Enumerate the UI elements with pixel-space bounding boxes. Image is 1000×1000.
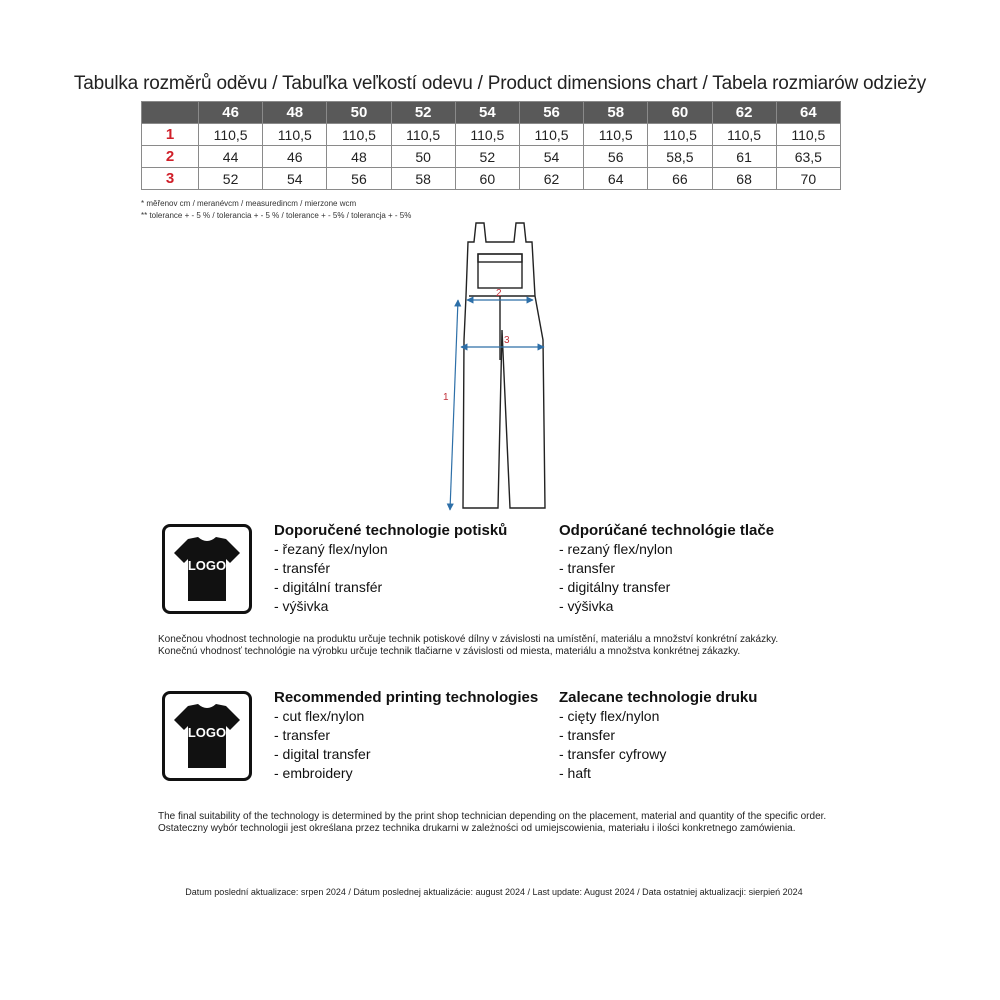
list-item: - transfer bbox=[559, 727, 616, 743]
table-row bbox=[142, 168, 841, 190]
size-header-cell: 64 bbox=[776, 102, 840, 124]
note-cz-sk bbox=[158, 634, 858, 658]
tech-sk-heading: Odporúčané technológie tlače bbox=[559, 522, 775, 539]
table-cell: 58,5 bbox=[648, 146, 712, 168]
measured-note: * měřenov cm / meranévcm / measuredincm / mierzone wcm bbox=[141, 199, 357, 208]
list-item: - transfer cyfrowy bbox=[559, 746, 667, 762]
table-cell: 60 bbox=[455, 168, 519, 190]
note-en: The final suitability of the technology is determined by the print shop technician depending on the placement, material and quantity of the specific order. bbox=[158, 811, 827, 822]
logo-text: LOGO bbox=[187, 725, 227, 740]
tech-cz-column bbox=[274, 521, 507, 616]
tech-pl-column bbox=[559, 688, 757, 783]
table-cell: 110,5 bbox=[391, 124, 455, 146]
table-cell: 70 bbox=[776, 168, 840, 190]
size-header-cell: 62 bbox=[712, 102, 776, 124]
list-item: - transfér bbox=[274, 560, 331, 576]
note-pl: Ostateczny wybór technologii jest określana przez technika drukarni w zależności od umiejscowienia, materiału i ilości konkretnego zamówienia. bbox=[158, 823, 796, 834]
tech-sk-column bbox=[559, 521, 774, 616]
size-header-cell: 46 bbox=[199, 102, 263, 124]
table-cell: 56 bbox=[327, 168, 391, 190]
size-header-cell: 56 bbox=[519, 102, 583, 124]
table-row bbox=[142, 146, 841, 168]
overall-diagram bbox=[440, 220, 560, 515]
list-item: - haft bbox=[559, 765, 591, 781]
dimension-label-2: 2 bbox=[496, 288, 502, 299]
table-cell: 66 bbox=[648, 168, 712, 190]
size-table bbox=[141, 101, 841, 190]
list-item: - digital transfer bbox=[274, 746, 371, 762]
size-header-row bbox=[142, 102, 841, 124]
list-item: - digitálny transfer bbox=[559, 579, 671, 595]
table-cell: 110,5 bbox=[648, 124, 712, 146]
row-label: 1 bbox=[142, 124, 199, 146]
list-item: - výšivka bbox=[559, 598, 614, 614]
note-en-pl bbox=[158, 811, 858, 835]
list-item: - cięty flex/nylon bbox=[559, 708, 660, 724]
list-item: - cut flex/nylon bbox=[274, 708, 365, 724]
size-header-cell: 58 bbox=[584, 102, 648, 124]
logo-tshirt-icon bbox=[162, 691, 252, 781]
list-item: - embroidery bbox=[274, 765, 353, 781]
table-cell: 50 bbox=[391, 146, 455, 168]
size-header-cell: 48 bbox=[263, 102, 327, 124]
list-item: - transfer bbox=[559, 560, 616, 576]
tech-en-heading: Recommended printing technologies bbox=[274, 689, 539, 706]
table-cell: 63,5 bbox=[776, 146, 840, 168]
dimension-label-3: 3 bbox=[504, 335, 510, 346]
last-update-footer: Datum poslední aktualizace: srpen 2024 / Dátum poslednej aktualizácie: august 2024 / Last update: August 2024 / Data ostatniej aktualizacji: sierpień 2024 bbox=[185, 887, 803, 897]
tolerance-note: ** tolerance + - 5 % / tolerancia + - 5 % / tolerance + - 5% / tolerancja + - 5% bbox=[141, 211, 412, 220]
tech-pl-heading: Zalecane technologie druku bbox=[559, 689, 758, 706]
list-item: - digitální transfér bbox=[274, 579, 383, 595]
overall-outline bbox=[463, 223, 545, 508]
measurement-notes bbox=[141, 198, 411, 222]
row-label: 2 bbox=[142, 146, 199, 168]
size-header-cell: 52 bbox=[391, 102, 455, 124]
table-row bbox=[142, 124, 841, 146]
table-cell: 61 bbox=[712, 146, 776, 168]
table-cell: 48 bbox=[327, 146, 391, 168]
size-header-cell: 54 bbox=[455, 102, 519, 124]
size-header-cell: 60 bbox=[648, 102, 712, 124]
list-item: - transfer bbox=[274, 727, 331, 743]
table-cell: 68 bbox=[712, 168, 776, 190]
list-item: - výšivka bbox=[274, 598, 329, 614]
table-cell: 52 bbox=[455, 146, 519, 168]
note-cz: Konečnou vhodnost technologie na produktu určuje technik potiskové dílny v závislosti na umístění, materiálu a množství konkrétní zakázky. bbox=[158, 634, 779, 645]
table-cell: 110,5 bbox=[584, 124, 648, 146]
table-cell: 64 bbox=[584, 168, 648, 190]
table-cell: 110,5 bbox=[263, 124, 327, 146]
table-cell: 58 bbox=[391, 168, 455, 190]
table-cell: 110,5 bbox=[327, 124, 391, 146]
table-cell: 110,5 bbox=[776, 124, 840, 146]
table-cell: 44 bbox=[199, 146, 263, 168]
table-cell: 110,5 bbox=[199, 124, 263, 146]
page-title: Tabulka rozměrů oděvu / Tabuľka veľkostí odevu / Product dimensions chart / Tabela rozmiarów odzieży bbox=[73, 73, 927, 94]
tech-en-column bbox=[274, 688, 538, 783]
table-cell: 56 bbox=[584, 146, 648, 168]
table-cell: 54 bbox=[519, 146, 583, 168]
table-cell: 46 bbox=[263, 146, 327, 168]
row-label: 3 bbox=[142, 168, 199, 190]
table-cell: 54 bbox=[263, 168, 327, 190]
arrow-1 bbox=[450, 300, 458, 510]
logo-text: LOGO bbox=[187, 558, 227, 573]
note-sk: Konečnú vhodnosť technológie na výrobku určuje technik tlačiarne v závislosti od miesta, materiálu a množstva konkrétnej zákazky. bbox=[158, 646, 741, 657]
tech-cz-heading: Doporučené technologie potisků bbox=[274, 522, 508, 539]
table-cell: 110,5 bbox=[712, 124, 776, 146]
table-cell: 110,5 bbox=[455, 124, 519, 146]
list-item: - řezaný flex/nylon bbox=[274, 541, 388, 557]
dimension-label-1: 1 bbox=[443, 392, 449, 403]
size-header-cell: 50 bbox=[327, 102, 391, 124]
size-header-corner bbox=[142, 102, 199, 124]
table-cell: 62 bbox=[519, 168, 583, 190]
table-cell: 52 bbox=[199, 168, 263, 190]
list-item: - rezaný flex/nylon bbox=[559, 541, 673, 557]
logo-tshirt-icon bbox=[162, 524, 252, 614]
table-cell: 110,5 bbox=[519, 124, 583, 146]
